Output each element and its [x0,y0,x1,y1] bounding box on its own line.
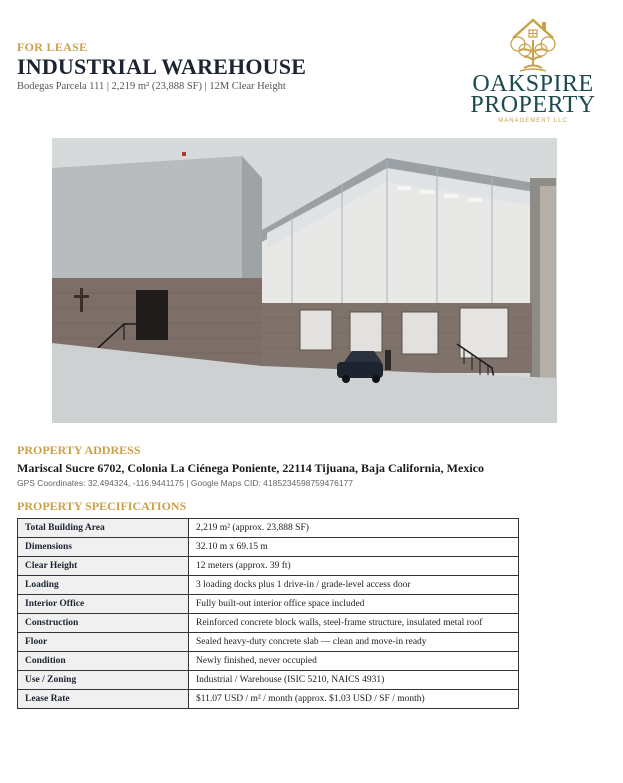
spec-value: Newly finished, never occupied [189,652,519,671]
table-row [18,595,519,614]
oak-tree-house-icon [498,10,568,74]
logo-wordmark-line2: PROPERTY [470,92,596,118]
address-heading: PROPERTY ADDRESS [17,443,141,457]
company-logo [468,10,598,128]
page-title: INDUSTRIAL WAREHOUSE [17,54,307,79]
page-subtitle: Bodegas Parcela 111 | 2,219 m² (23,888 SF) | 12M Clear Height [17,81,286,92]
specs-heading: PROPERTY SPECIFICATIONS [17,499,187,513]
spec-label: Interior Office [18,595,189,614]
spec-value: Sealed heavy-duty concrete slab — clean and move-in ready [189,633,519,652]
spec-value: Fully built-out interior office space included [189,595,519,614]
table-row [18,557,519,576]
table-row [18,538,519,557]
spec-value: $11.07 USD / m² / month (approx. $1.03 USD / SF / month) [189,690,519,709]
table-row [18,614,519,633]
table-row [18,519,519,538]
spec-label: Total Building Area [18,519,189,538]
spec-value: 12 meters (approx. 39 ft) [189,557,519,576]
spec-label: Construction [18,614,189,633]
property-address: Mariscal Sucre 6702, Colonia La Ciénega Poniente, 22114 Tijuana, Baja California, Mexico [17,461,484,475]
spec-label: Condition [18,652,189,671]
gps-coordinates: GPS Coordinates: 32.494324, -116.9441175 | Google Maps CID: 4185234598759476177 [17,478,354,488]
spec-label: Dimensions [18,538,189,557]
spec-label: Clear Height [18,557,189,576]
spec-value: 3 loading docks plus 1 drive-in / grade-level access door [189,576,519,595]
table-row [18,633,519,652]
logo-tagline: MANAGEMENT LLC [498,118,568,124]
warehouse-photo [52,138,557,423]
logo-wordmark-line1: OAKSPIRE [472,71,594,97]
table-row [18,690,519,709]
spec-value: 2,219 m² (approx. 23,888 SF) [189,519,519,538]
listing-type-label: FOR LEASE [17,40,88,54]
spec-label: Floor [18,633,189,652]
spec-value: Reinforced concrete block walls, steel-frame structure, insulated metal roof [189,614,519,633]
table-row [18,671,519,690]
spec-label: Loading [18,576,189,595]
specs-table [17,518,519,709]
table-row [18,652,519,671]
spec-value: Industrial / Warehouse (ISIC 5210, NAICS 4931) [189,671,519,690]
spec-value: 32.10 m x 69.15 m [189,538,519,557]
spec-label: Lease Rate [18,690,189,709]
table-row [18,576,519,595]
spec-label: Use / Zoning [18,671,189,690]
